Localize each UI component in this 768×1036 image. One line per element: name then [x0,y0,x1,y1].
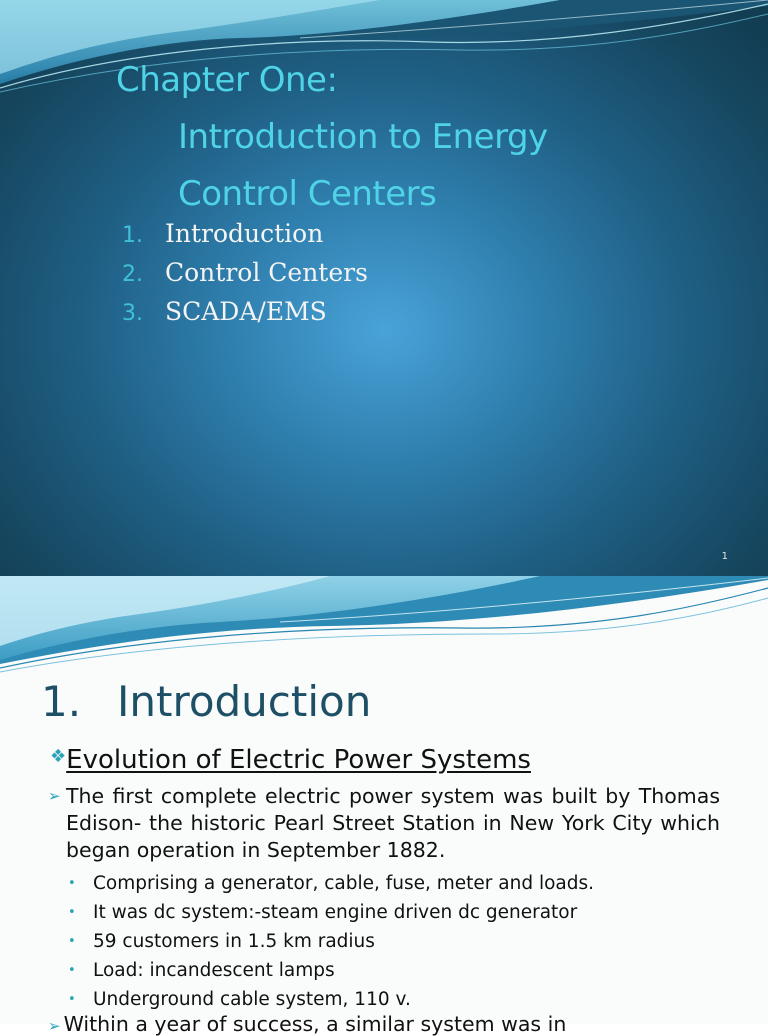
slide1-outline-list [122,214,368,331]
slide1-title [116,52,548,223]
dot-bullet-icon: • [68,992,76,1007]
slide2-title-text: Introduction [117,677,372,726]
arrow-bullet-icon: ➢ [48,787,61,805]
slide2-title [41,674,371,730]
outline-item [122,292,368,331]
slide2-cutoff-text: Within a year of success, a similar system was in [63,1012,567,1036]
outline-item-number: 1. [122,223,143,248]
slide1-page-number: 1 [721,551,728,562]
arrow-bullet-icon: ➢ [48,1017,61,1035]
slide2-paragraph-block [48,783,720,864]
list-item-text: Load: incandescent lamps [93,960,335,981]
outline-item [122,253,368,292]
list-item-text: Comprising a generator, cable, fuse, meter and loads. [93,873,595,894]
list-item [68,898,594,927]
list-item-text: 59 customers in 1.5 km radius [93,931,375,952]
dot-bullet-icon: • [68,876,76,891]
dot-bullet-icon: • [68,963,76,978]
list-item [68,985,594,1014]
list-item-text: Underground cable system, 110 v. [93,989,411,1010]
slide2-cutoff-paragraph [48,1012,566,1036]
slide1-title-line-1: Chapter One: [116,60,338,100]
outline-item-label: SCADA/EMS [165,297,327,326]
slide-2 [0,576,768,1036]
list-item-text: It was dc system:-steam engine driven dc generator [93,902,578,923]
slide2-heading-text: Evolution of Electric Power Systems [66,745,531,775]
outline-item-label: Control Centers [165,258,368,287]
list-item [68,956,594,985]
slide1-title-line-2: Introduction to Energy [178,117,548,157]
slide2-paragraph: The first complete electric power system was built by Thomas Edison- the historic Pearl Street Station in New York City which began operation in September 1882. [66,784,720,862]
slide1-title-line-3: Control Centers [178,174,437,214]
slide2-heading [50,745,531,775]
outline-item-label: Introduction [165,219,324,248]
outline-item-number: 2. [122,262,143,287]
dot-bullet-icon: • [68,934,76,949]
slide2-title-number: 1. [41,677,82,726]
outline-item-number: 3. [122,301,143,326]
slide2-bullet-list [68,869,594,1014]
dot-bullet-icon: • [68,905,76,920]
list-item [68,927,594,956]
diamond-bullet-icon: ❖ [50,746,67,767]
slide2-wave-decoration [0,576,768,676]
list-item [68,869,594,898]
outline-item [122,214,368,253]
